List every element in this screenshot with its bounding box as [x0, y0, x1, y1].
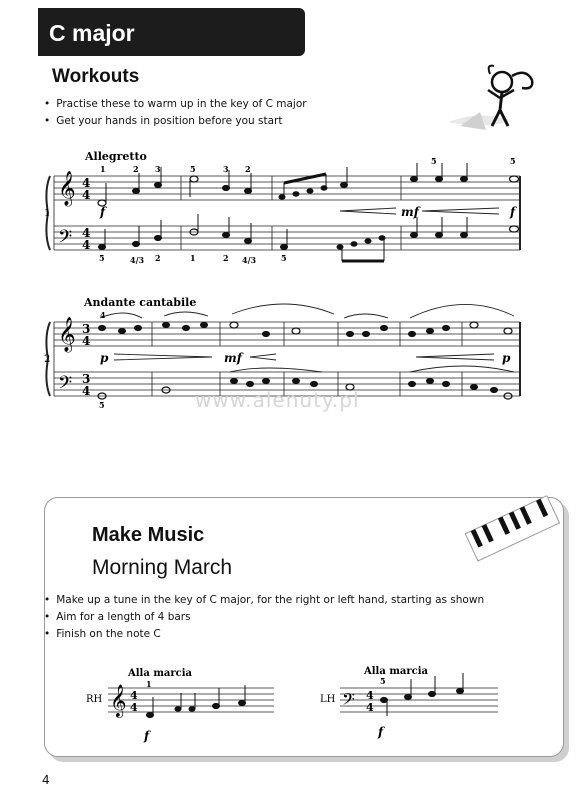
mascot-illustration [440, 60, 540, 138]
hand-label: LH [320, 694, 336, 705]
fingering: 1 [100, 164, 106, 174]
make-music-bullet: • Make up a tune in the key of C major, for the right or left hand, starting as shown [44, 592, 484, 609]
fingering: 4/3 [242, 255, 257, 265]
fingering: 2 [245, 164, 251, 174]
dynamic-marking: f [378, 725, 384, 739]
dynamic-marking: f [144, 729, 150, 743]
dynamic-marking: p [100, 351, 109, 365]
fingering: 3 [223, 164, 229, 174]
dynamic-marking: mf [401, 205, 419, 219]
keyboard-illustration [460, 495, 560, 575]
dynamic-marking: f [100, 205, 106, 219]
time-signature-top: 4 [82, 226, 91, 240]
fingering: 5 [99, 400, 105, 410]
workouts-bullets [44, 96, 307, 130]
piece-title: Morning March [92, 556, 233, 579]
make-music-bullets [44, 592, 484, 643]
fingering: 5 [510, 156, 516, 166]
hand-label: RH [86, 694, 103, 705]
lh-staff [310, 660, 510, 750]
time-signature-bottom: 4 [366, 701, 374, 714]
fingering: 4 [100, 310, 106, 320]
time-signature-bottom: 4 [82, 334, 91, 348]
dynamic-marking: f [510, 205, 516, 219]
treble-clef: 𝄞 [58, 317, 76, 352]
exercise-number: 1 [44, 208, 51, 219]
fingering: 5 [190, 164, 196, 174]
time-signature-bottom: 4 [130, 701, 138, 714]
workouts-bullet: • Practise these to warm up in the key of C major [44, 96, 307, 113]
time-signature-top: 4 [130, 689, 138, 702]
tempo-marking: Andante cantabile [84, 296, 197, 309]
fingering: 1 [146, 679, 152, 689]
fingering: 1 [190, 253, 196, 263]
fingering: 3 [155, 164, 161, 174]
fingering: 4/3 [130, 255, 145, 265]
fingering: 2 [223, 253, 229, 263]
treble-clef: 𝄞 [58, 171, 76, 206]
time-signature-top: 4 [82, 176, 91, 190]
fingering: 2 [155, 253, 161, 263]
time-signature-top: 3 [82, 322, 91, 336]
time-signature-bottom: 4 [82, 238, 91, 252]
time-signature-top: 3 [82, 372, 91, 386]
make-music-bullet: • Aim for a length of 4 bars [44, 609, 484, 626]
time-signature-bottom: 4 [82, 384, 91, 398]
tempo-marking: Alla marcia [364, 666, 429, 677]
tempo-marking: Allegretto [85, 150, 147, 163]
make-music-heading: Make Music [92, 524, 205, 546]
time-signature-bottom: 4 [82, 188, 91, 202]
bass-clef: 𝄢 [58, 227, 73, 252]
dynamic-marking: p [502, 351, 511, 365]
dynamic-marking: mf [224, 351, 242, 365]
exercise-1-score [44, 150, 534, 270]
bass-clef: 𝄢 [58, 373, 73, 398]
rh-staff [80, 660, 280, 750]
workouts-bullet: • Get your hands in position before you start [44, 113, 307, 130]
bass-clef: 𝄢 [342, 689, 355, 713]
fingering: 5 [380, 676, 386, 686]
page-title: C major [49, 20, 135, 46]
workouts-heading: Workouts [52, 66, 140, 87]
fingering: 2 [133, 164, 139, 174]
exercise-number: 2 [44, 354, 51, 365]
watermark: www.alenuty.pl [195, 388, 360, 412]
page-number: 4 [42, 773, 50, 787]
treble-clef: 𝄞 [110, 684, 127, 717]
make-music-bullet: • Finish on the note C [44, 626, 484, 643]
tempo-marking: Alla marcia [128, 668, 193, 679]
time-signature-top: 4 [366, 689, 374, 702]
fingering: 5 [99, 253, 105, 263]
fingering: 5 [281, 253, 287, 263]
fingering: 5 [431, 156, 437, 166]
